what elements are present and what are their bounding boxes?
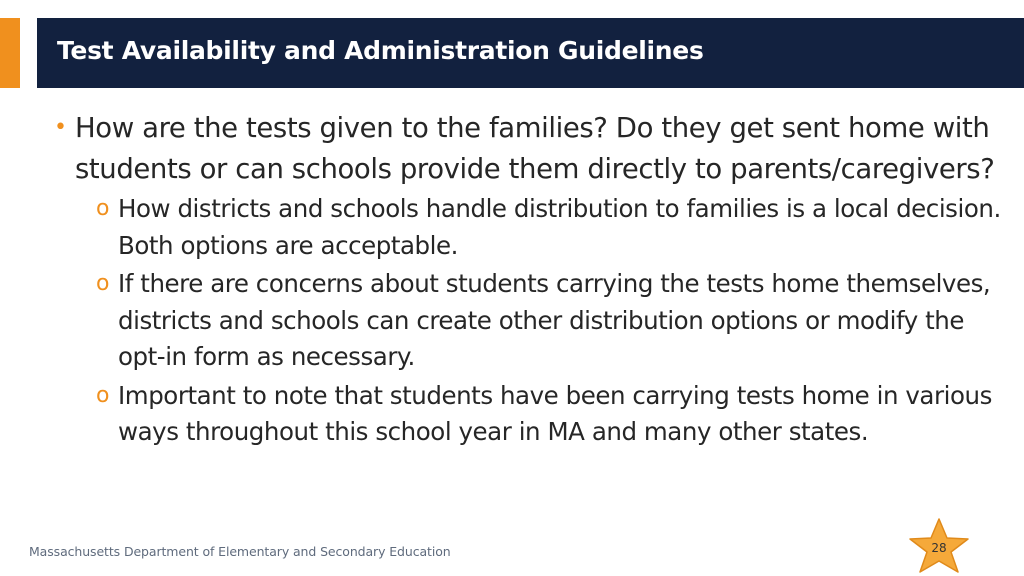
answer-list bbox=[54, 191, 1004, 451]
accent-bar bbox=[0, 18, 20, 88]
bullet-circle-icon: o bbox=[96, 382, 110, 408]
page-number: 28 bbox=[931, 541, 947, 555]
slide-title: Test Availability and Administration Guidelines bbox=[57, 36, 704, 65]
slide-content bbox=[54, 108, 1004, 453]
title-banner bbox=[37, 18, 1024, 88]
bullet-circle-icon: o bbox=[96, 196, 110, 221]
answer-item bbox=[96, 266, 1004, 376]
answer-text: Important to note that students have been carrying tests home in various ways throughout this school year in MA and many other states. bbox=[118, 380, 992, 446]
answer-text: If there are concerns about students carrying the tests home themselves, districts and schools can create other distribution options or modify the opt-in form as necessary. bbox=[118, 269, 991, 371]
footer-text: Massachusetts Department of Elementary and Secondary Education bbox=[29, 544, 451, 559]
bullet-dot-icon: • bbox=[54, 115, 67, 140]
question-text: How are the tests given to the families? Do they get sent home with students or can schools provide them directly to parents/caregivers? bbox=[75, 112, 995, 185]
answer-text: How districts and schools handle distribution to families is a local decision. Both options are acceptable. bbox=[118, 194, 1001, 260]
question-item bbox=[54, 108, 1004, 190]
answer-item bbox=[96, 378, 1004, 451]
answer-item bbox=[96, 191, 1004, 264]
bullet-circle-icon: o bbox=[96, 271, 110, 296]
